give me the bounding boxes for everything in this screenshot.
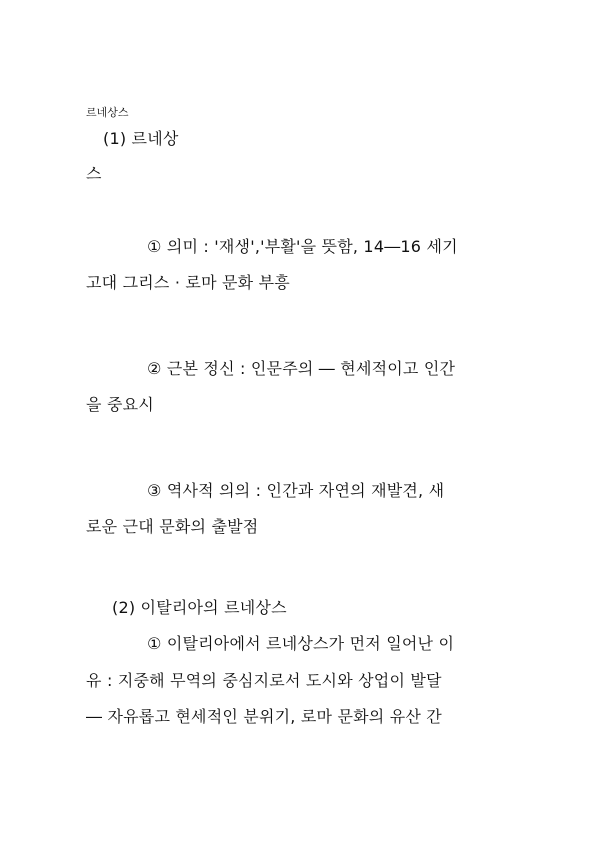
section1-heading-part2: 스 <box>86 164 102 183</box>
section2-item1-line1: ① 이탈리아에서 르네상스가 먼저 일어난 이 <box>147 634 455 653</box>
document-header: 르네상스 <box>86 106 129 119</box>
section1-item1-line1: ① 의미 : '재생','부활'을 뜻함, 14―16 세기 <box>147 237 458 256</box>
section2-item1-line2: 유 : 지중해 무역의 중심지로서 도시와 상업이 발달 <box>86 671 442 690</box>
section1-item3-line2: 로운 근대 문화의 출발점 <box>86 517 259 536</box>
section2-heading: (2) 이탈리아의 르네상스 <box>112 598 287 617</box>
section1-heading-part1: (1) 르네상 <box>103 129 179 148</box>
section1-item2-line1: ② 근본 정신 : 인문주의 ― 현세적이고 인간 <box>147 359 456 378</box>
section1-item1-line2: 고대 그리스 · 로마 문화 부흥 <box>86 273 290 292</box>
section1-item3-line1: ③ 역사적 의의 : 인간과 자연의 재발견, 새 <box>147 481 445 500</box>
section2-item1-line3: ― 자유롭고 현세적인 분위기, 로마 문화의 유산 간 <box>86 707 442 726</box>
section1-item2-line2: 을 중요시 <box>86 395 154 414</box>
